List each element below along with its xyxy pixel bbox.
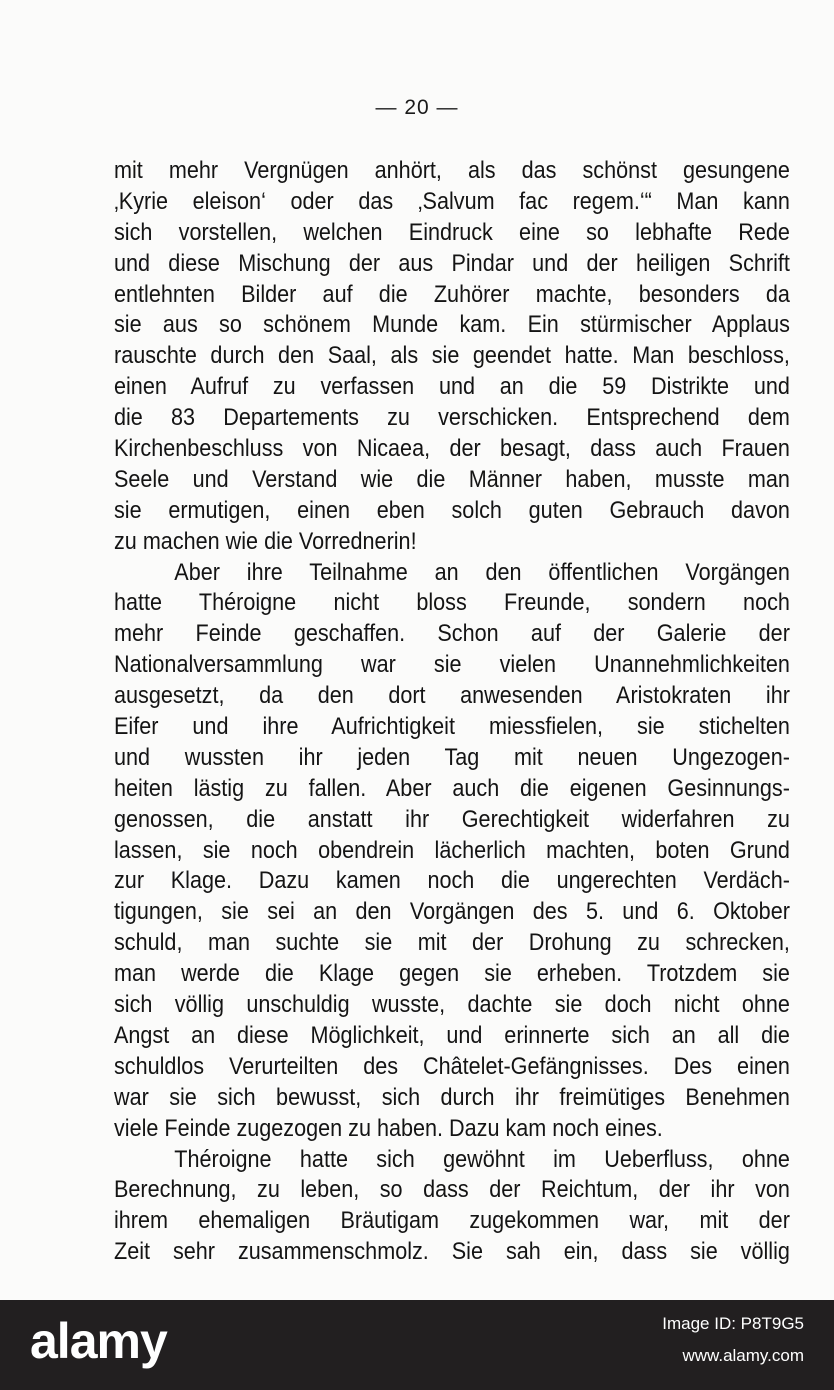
- text-line: Kirchenbeschluss von Nicaea, der besagt, dass auch Frauen: [114, 435, 790, 463]
- text-line: Nationalversammlung war sie vielen Unannehmlichkeiten: [114, 651, 790, 679]
- text-line: war sie sich bewusst, sich durch ihr freimütiges Benehmen: [114, 1083, 790, 1111]
- text-line: Théroigne hatte sich gewöhnt im Ueberfluss, ohne: [174, 1145, 790, 1173]
- text-line: hatte Théroigne nicht bloss Freunde, sondern noch: [114, 589, 790, 617]
- body-text: [114, 156, 790, 1268]
- source-url: www.alamy.com: [682, 1346, 804, 1365]
- text-line: zur Klage. Dazu kamen noch die ungerechten Verdäch-: [114, 867, 790, 895]
- text-line: ihrem ehemaligen Bräutigam zugekommen war, mit der: [114, 1207, 790, 1235]
- text-line: und diese Mischung der aus Pindar und der heiligen Schrift: [114, 249, 790, 277]
- text-line: tigungen, sie sei an den Vorgängen des 5. und 6. Oktober: [114, 898, 790, 926]
- text-line: sich vorstellen, welchen Eindruck eine so lebhafte Rede: [114, 218, 790, 246]
- stock-watermark-banner: [0, 1300, 834, 1390]
- text-line: entlehnten Bilder auf die Zuhörer machte, besonders da: [114, 280, 790, 308]
- text-line: sie aus so schönem Munde kam. Ein stürmischer Applaus: [114, 311, 790, 339]
- text-line: Eifer und ihre Aufrichtigkeit miessfielen, sie stichelten: [114, 713, 790, 741]
- text-line: sich völlig unschuldig wusste, dachte sie doch nicht ohne: [114, 991, 790, 1019]
- text-line: einen Aufruf zu verfassen und an die 59 Distrikte und: [114, 373, 790, 401]
- text-line: schuld, man suchte sie mit der Drohung zu schrecken,: [114, 929, 790, 957]
- text-line: mehr Feinde geschaffen. Schon auf der Galerie der: [114, 620, 790, 648]
- text-line: man werde die Klage gegen sie erheben. Trotzdem sie: [114, 960, 790, 988]
- text-line: die 83 Departements zu verschicken. Entsprechend dem: [114, 404, 790, 432]
- text-line: Zeit sehr zusammenschmolz. Sie sah ein, dass sie völlig: [114, 1238, 790, 1266]
- text-line: Aber ihre Teilnahme an den öffentlichen Vorgängen: [174, 558, 790, 586]
- text-line: und wussten ihr jeden Tag mit neuen Ungezogen-: [114, 743, 790, 771]
- text-line: schuldlos Verurteilten des Châtelet-Gefängnisses. Des einen: [114, 1052, 790, 1080]
- text-line: rauschte durch den Saal, als sie geendet hatte. Man beschloss,: [114, 342, 790, 370]
- page-number: — 20 —: [375, 96, 459, 119]
- text-line: viele Feinde zugezogen zu haben. Dazu kam noch eines.: [114, 1114, 663, 1142]
- text-line: mit mehr Vergnügen anhört, als das schönst gesungene: [114, 157, 790, 184]
- text-line: sie ermutigen, einen eben solch guten Gebrauch davon: [114, 496, 790, 524]
- text-line: ausgesetzt, da den dort anwesenden Aristokraten ihr: [114, 682, 790, 710]
- text-line: ‚Kyrie eleison‘ oder das ‚Salvum fac regem.‘“ Man kann: [114, 187, 790, 215]
- text-line: Berechnung, zu leben, so dass der Reichtum, der ihr von: [114, 1176, 790, 1204]
- image-id: Image ID: P8T9G5: [662, 1314, 804, 1333]
- text-line: heiten lästig zu fallen. Aber auch die eigenen Gesinnungs-: [114, 774, 790, 802]
- text-line: Angst an diese Möglichkeit, und erinnerte sich an all die: [114, 1021, 790, 1049]
- text-line: zu machen wie die Vorrednerin!: [114, 527, 417, 555]
- text-line: Seele und Verstand wie die Männer haben, musste man: [114, 465, 790, 493]
- brand-logo: alamy: [30, 1313, 167, 1369]
- text-line: genossen, die anstatt ihr Gerechtigkeit widerfahren zu: [114, 805, 790, 833]
- text-line: lassen, sie noch obendrein lächerlich machten, boten Grund: [114, 836, 790, 864]
